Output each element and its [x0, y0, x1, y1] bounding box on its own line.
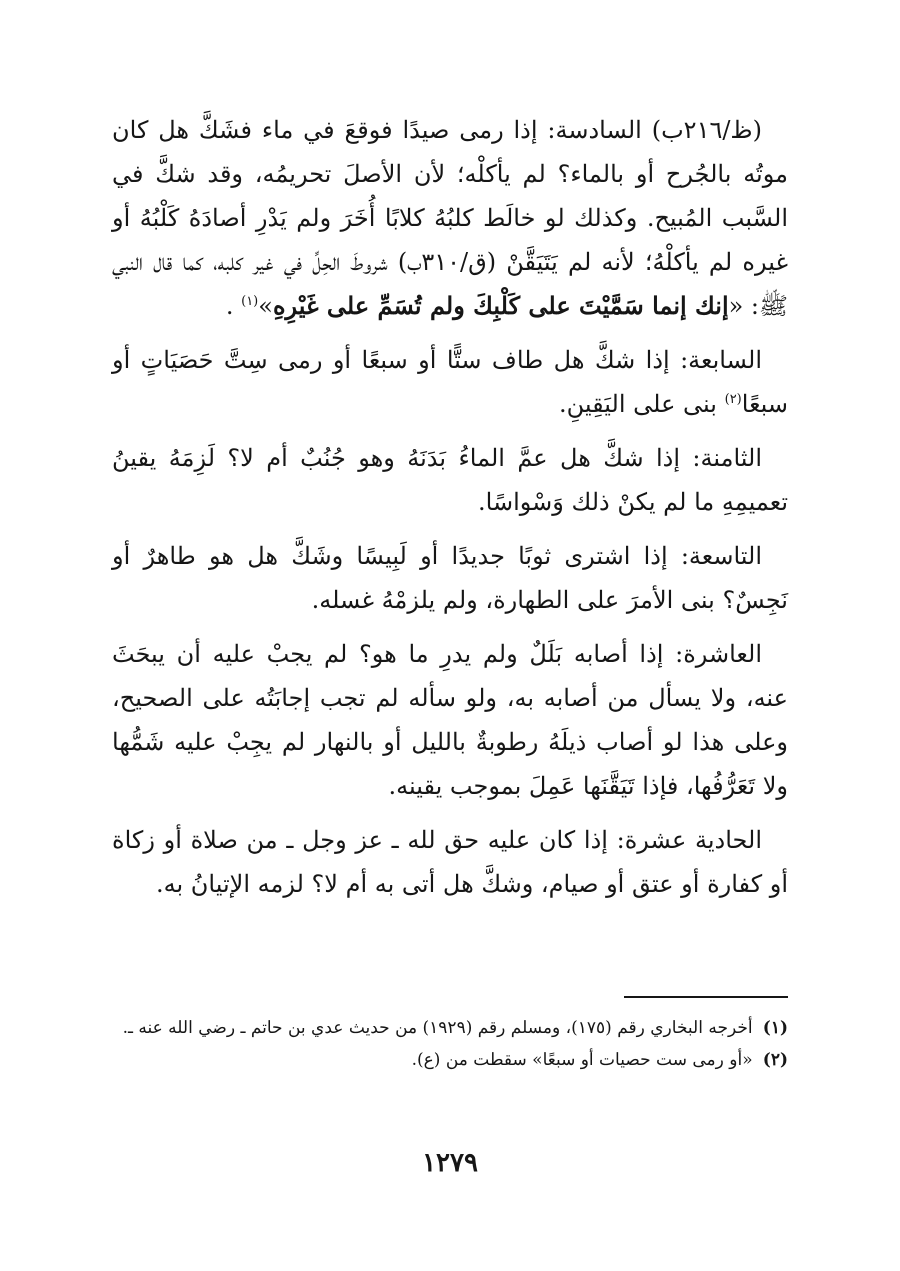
paragraph-text: الحادية عشرة: إذا كان عليه حق لله ـ عز وجل ـ من صلاة أو زكاة أو كفارة أو عتق أو صيام، وشكَّ هل أتى به أم لا؟ لزمه الإتيانُ به.	[112, 826, 788, 898]
paragraph-text: السابعة: إذا شكَّ هل طاف ستًّا أو سبعًا أو رمى سِتَّ حَصَيَاتٍ أو سبعًا	[112, 346, 788, 418]
page-number: ١٢٧٩	[422, 1148, 478, 1178]
paragraph-tenth	[112, 632, 788, 808]
footnote-text: أخرجه البخاري رقم (١٧٥)، ومسلم رقم (١٩٢٩) من حديث عدي بن حاتم ـ رضي الله عنه ـ.	[122, 1018, 753, 1038]
footnote-1	[112, 1012, 788, 1044]
paragraph-text: التاسعة: إذا اشترى ثوبًا جديدًا أو لَبِيسًا وشَكَّ هل هو طاهرٌ أو نَجِسٌ؟ بنى الأمرَ على الطهارة، ولم يلزمْهُ غسله.	[112, 542, 788, 614]
hadith-quote: إنك إنما سَمَّيْتَ على كَلْبِكَ ولم تُسَمِّ على غَيْرِهِ	[272, 291, 729, 320]
footnote-separator	[624, 996, 788, 998]
paragraph-seventh	[112, 338, 788, 426]
footnote-2	[112, 1044, 788, 1076]
footnote-ref-2[interactable]: (٢)	[724, 392, 742, 407]
quote-close: »	[258, 292, 273, 320]
page-body	[112, 108, 788, 906]
paragraph-sixth	[112, 108, 788, 328]
paragraph-text: الثامنة: إذا شكَّ هل عمَّ الماءُ بَدَنَهُ وهو جُنُبٌ أم لا؟ لَزِمَهُ يقينُ تعميمِهِ ما لم يكنْ ذلك وَسْواسًا.	[112, 444, 788, 516]
paragraph-text: (ظ/٢١٦ب) السادسة: إذا رمى صيدًا فوقعَ في ماء فشَكَّ هل كان موتُه بالجُرح أو بالماء؟ لم يأكلْه؛ لأن الأصلَ تحريمُه، وقد شكَّ في السَّبب المُبيح. وكذلك لو خالَط كلبُهُ كلابًا أُخَرَ ولم يَدْرِ أصادَهُ كَلْبُهُ أو غيره لم يأكلْهُ؛ لأنه لم يَتَيَقَّنْ (ق/٣١٠ب) شروطَ الحِلِّ في غير كلبه، كما قال النبي ﷺ: «	[112, 116, 788, 320]
paragraph-end: .	[225, 292, 242, 320]
footnote-ref-1[interactable]: (١)	[241, 294, 259, 309]
paragraph-eighth	[112, 436, 788, 524]
footnotes	[112, 1012, 788, 1076]
paragraph-text: العاشرة: إذا أصابه بَلَلٌ ولم يدرِ ما هو؟ لم يجبْ عليه أن يبحَثَ عنه، ولا يسأل من أصابه به، ولو سأله لم تجب إجابَتُه على الصحيح، وعلى هذا لو أصاب ذيلَهُ رطوبةٌ بالليل أو بالنهار لم يجِبْ عليه شَمُّها ولا تَعَرُّفُها، فإذا تَيَقَّنَها عَمِلَ بموجب يقينه.	[112, 640, 788, 800]
paragraph-end: بنى على اليَقِينِ.	[559, 390, 725, 418]
footnote-text: «أو رمى ست حصيات أو سبعًا» سقطت من (ع).	[411, 1050, 753, 1070]
paragraph-ninth	[112, 534, 788, 622]
footnote-number: (١)	[762, 1018, 788, 1038]
paragraph-eleventh	[112, 818, 788, 906]
footnote-number: (٢)	[762, 1050, 788, 1070]
